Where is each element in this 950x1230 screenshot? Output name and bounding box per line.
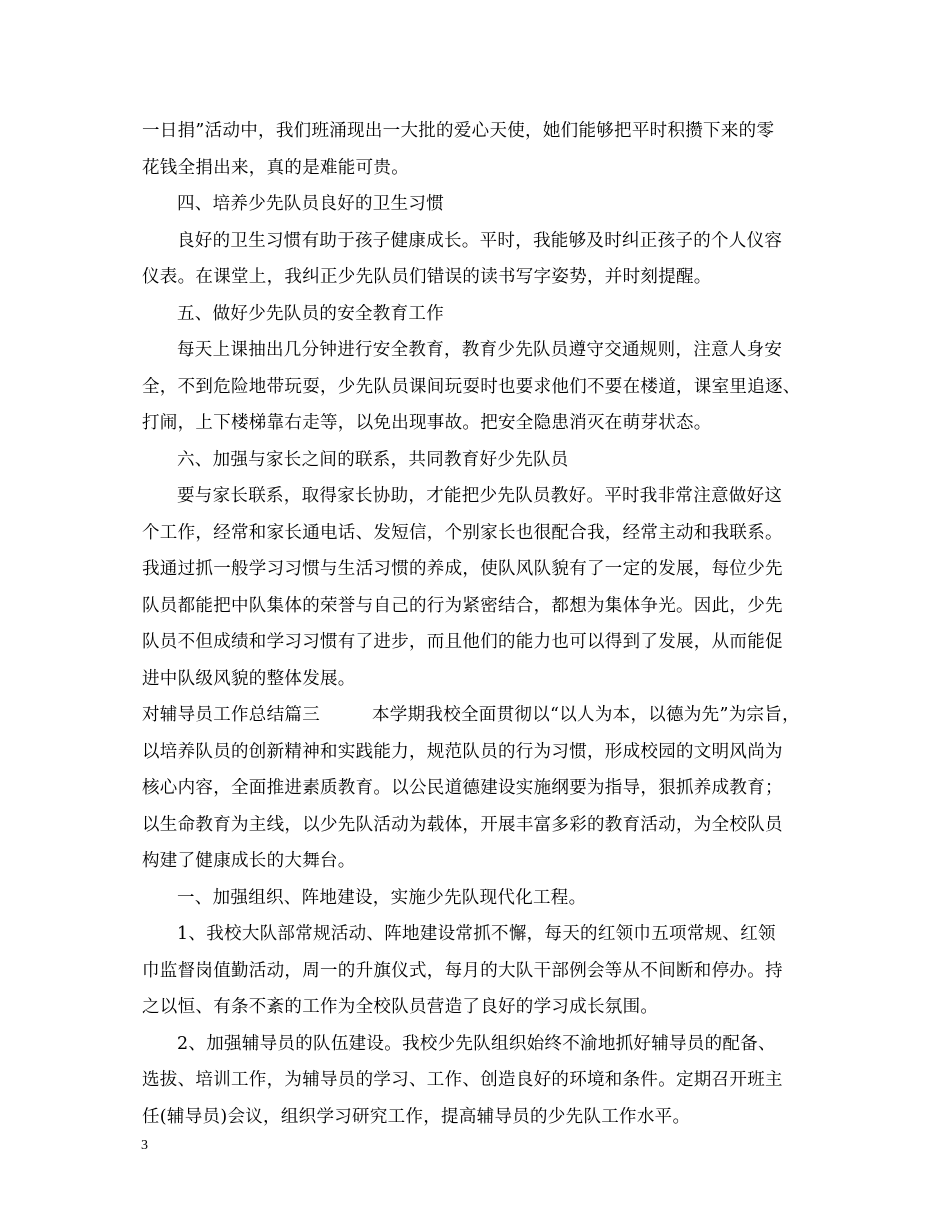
paragraph-line: 一日捐”活动中，我们班涌现出一大批的爱心天使，她们能够把平时积攒下来的零 <box>142 121 775 141</box>
paragraph-line: 构建了健康成长的大舞台。 <box>142 851 356 871</box>
paragraph-line: 打闹，上下楼梯靠右走等，以免出现事故。把安全隐患消灭在萌芽状态。 <box>142 413 712 433</box>
section-heading: 四、培养少先队员良好的卫生习惯 <box>177 194 444 214</box>
paragraph-line: 队员不但成绩和学习习惯有了进步，而且他们的能力也可以得到了发展，从而能促 <box>142 632 783 652</box>
paragraph-line: 花钱全捐出来，真的是难能可贵。 <box>142 157 409 178</box>
paragraph-line: 以培养队员的创新精神和实践能力，规范队员的行为习惯，形成校园的文明风尚为 <box>142 741 783 762</box>
paragraph-line: 进中队级风貌的整体发展。 <box>142 668 356 689</box>
section-heading: 六、加强与家长之间的联系，共同教育好少先队员 <box>177 449 569 470</box>
paragraph-line: 2、加强辅导员的队伍建设。我校少先队组织始终不渝地抓好辅导员的配备、 <box>177 1033 776 1054</box>
section-heading: 五、做好少先队员的安全教育工作 <box>177 303 444 324</box>
paragraph-line: 仪表。在课堂上，我纠正少先队员们错误的读书写字姿势，并时刻提醒。 <box>142 267 712 287</box>
paragraph-line: 1、我校大队部常规活动、阵地建设常抓不懈，每天的红领巾五项常规、红领 <box>177 924 776 944</box>
paragraph-line: 队员都能把中队集体的荣誉与自己的行为紧密结合，都想为集体争光。因此，少先 <box>142 595 783 616</box>
paragraph-line: 良好的卫生习惯有助于孩子健康成长。平时，我能够及时纠正孩子的个人仪容 <box>177 230 783 251</box>
paragraph-line: 之以恒、有条不紊的工作为全校队员营造了良好的学习成长氛围。 <box>142 997 659 1017</box>
paragraph-line: 以生命教育为主线，以少先队活动为载体，开展丰富多彩的教育活动，为全校队员 <box>142 814 783 835</box>
article-title: 对辅导员工作总结篇三 <box>142 705 320 725</box>
paragraph-line: 我通过抓一般学习习惯与生活习惯的养成，使队风队貌有了一定的发展，每位少先 <box>142 559 783 579</box>
document-body <box>142 113 832 1135</box>
paragraph-line: 选拔、培训工作，为辅导员的学习、工作、创造良好的环境和条件。定期召开班主 <box>142 1070 783 1090</box>
paragraph-line: 要与家长联系，取得家长协助，才能把少先队员教好。平时我非常注意做好这 <box>177 486 783 506</box>
paragraph-line: 个工作，经常和家长通电话、发短信，个别家长也很配合我，经常主动和我联系。 <box>142 522 783 543</box>
paragraph-line: 核心内容，全面推进素质教育。以公民道德建设实施纲要为指导，狠抓养成教育； <box>142 778 783 798</box>
paragraph-line: 全，不到危险地带玩耍，少先队员课间玩耍时也要求他们不要在楼道，课室里追逐、 <box>142 376 801 397</box>
page-number: 3 <box>141 1138 148 1153</box>
section-heading: 一、加强组织、阵地建设，实施少先队现代化工程。 <box>177 887 587 908</box>
paragraph-line: 任(辅导员)会议，组织学习研究工作，提高辅导员的少先队工作水平。 <box>142 1106 691 1127</box>
paragraph-line: 每天上课抽出几分钟进行安全教育，教育少先队员遵守交通规则，注意人身安 <box>177 340 783 360</box>
paragraph-line <box>142 697 832 734</box>
article-intro: 本学期我校全面贯彻以“以人为本，以德为先”为宗旨， <box>372 705 800 725</box>
paragraph-line: 巾监督岗值勤活动，周一的升旗仪式，每月的大队干部例会等从不间断和停办。持 <box>142 960 783 981</box>
